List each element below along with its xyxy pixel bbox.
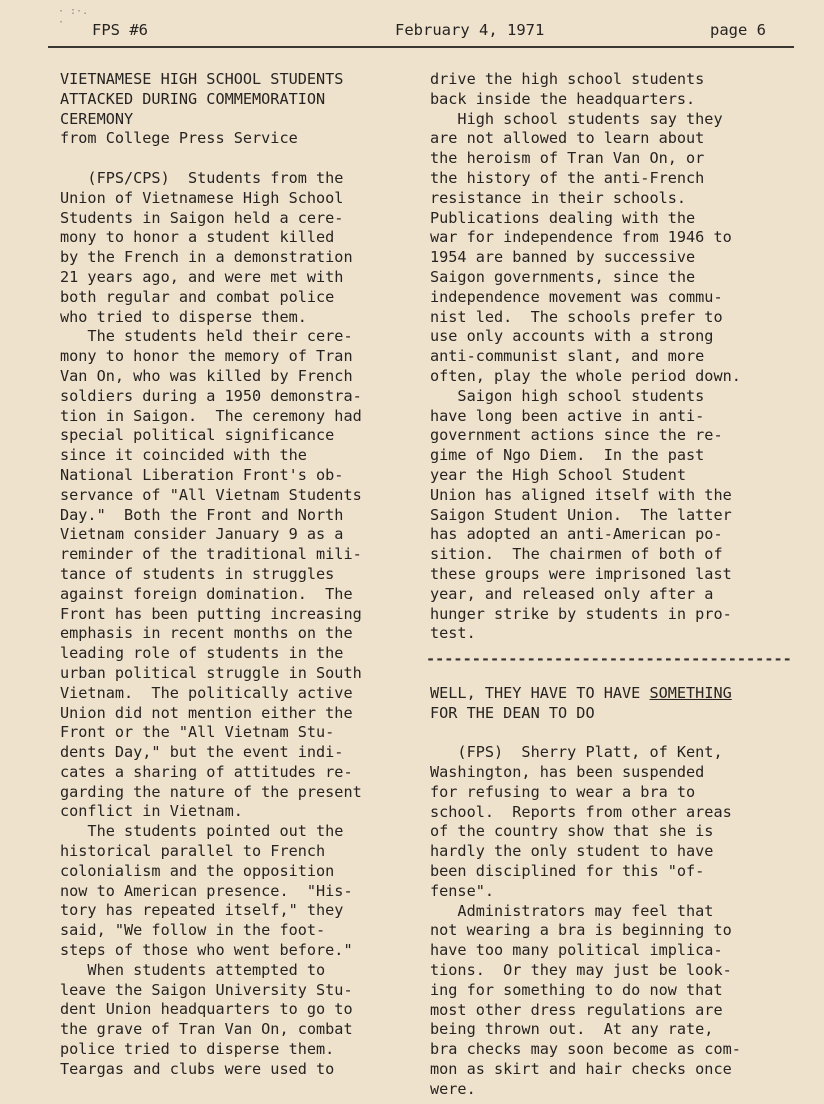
text-line: for refusing to wear a bra to xyxy=(430,782,696,801)
text-line: test. xyxy=(430,624,476,643)
text-line xyxy=(60,149,396,169)
text-line: The students held their cere- xyxy=(60,327,353,346)
article1-body-right xyxy=(430,70,780,644)
text-line: National Liberation Front's ob- xyxy=(60,465,344,484)
text-line: by the French in a demonstration xyxy=(60,248,353,267)
issue-number: FPS #6 xyxy=(92,21,148,39)
text-line: war for independence from 1946 to xyxy=(430,228,732,247)
text-line: drive the high school students xyxy=(430,70,705,88)
text-line: reminder of the traditional mili- xyxy=(60,545,362,564)
text-line: year the High School Student xyxy=(430,465,687,484)
text-line: mon as skirt and hair checks once xyxy=(430,1060,732,1079)
article1-body-left xyxy=(60,149,396,1079)
text-line: against foreign domination. The xyxy=(60,584,353,603)
text-line: soldiers during a 1950 demonstra- xyxy=(60,386,362,405)
text-line: gime of Ngo Diem. In the past xyxy=(430,446,705,465)
text-line: ing for something to do now that xyxy=(430,980,723,999)
headline-underlined-word: SOMETHING xyxy=(649,683,732,702)
text-line: are not allowed to learn about xyxy=(430,129,705,148)
text-line: have too many political implica- xyxy=(430,941,723,960)
text-line: nist led. The schools prefer to xyxy=(430,307,723,326)
text-line: 21 years ago, and were met with xyxy=(60,267,344,286)
text-line: The students pointed out the xyxy=(60,822,344,841)
section-divider: ---------------------------------------- xyxy=(426,650,792,669)
text-line: independence movement was commu- xyxy=(430,287,723,306)
text-line: anti-communist slant, and more xyxy=(430,347,705,366)
issue-date: February 4, 1971 xyxy=(395,21,545,39)
text-line: Front has been putting increasing xyxy=(60,604,362,623)
text-line: Vietnam consider January 9 as a xyxy=(60,525,344,544)
text-line: Saigon Student Union. The latter xyxy=(430,505,732,524)
text-line: historical parallel to French xyxy=(60,842,326,861)
text-line: Day." Both the Front and North xyxy=(60,505,344,524)
text-line: hardly the only student to have xyxy=(430,842,714,861)
text-line: tion in Saigon. The ceremony had xyxy=(60,406,362,425)
text-line: bra checks may soon become as com- xyxy=(430,1040,741,1059)
text-line: the history of the anti-French xyxy=(430,168,705,187)
text-line: back inside the headquarters. xyxy=(430,89,696,108)
headline-text: WELL, THEY HAVE TO HAVE xyxy=(430,683,650,702)
text-line: sition. The chairmen of both of xyxy=(430,545,723,564)
text-line: Vietnam. The politically active xyxy=(60,683,353,702)
text-line: school. Reports from other areas xyxy=(430,802,732,821)
text-line: being thrown out. At any rate, xyxy=(430,1020,714,1039)
text-line: Saigon high school students xyxy=(430,386,705,405)
text-line: High school students say they xyxy=(430,109,723,128)
headline-line: FOR THE DEAN TO DO xyxy=(430,703,595,722)
left-column xyxy=(60,70,396,1080)
text-line: police tried to disperse them. xyxy=(60,1040,335,1059)
text-line: year, and released only after a xyxy=(430,584,714,603)
text-line: the heroism of Tran Van On, or xyxy=(430,149,705,168)
text-line: tance of students in struggles xyxy=(60,564,335,583)
text-line: resistance in their schools. xyxy=(430,188,687,207)
text-line: leave the Saigon University Stu- xyxy=(60,980,353,999)
headline-line: VIETNAMESE HIGH SCHOOL STUDENTS xyxy=(60,70,344,88)
header-rule xyxy=(48,46,794,48)
text-line: Union has aligned itself with the xyxy=(430,485,732,504)
text-line: hunger strike by students in pro- xyxy=(430,604,732,623)
page-number: page 6 xyxy=(710,21,766,39)
text-line: mony to honor the memory of Tran xyxy=(60,347,353,366)
text-line: (FPS) Sherry Platt, of Kent, xyxy=(430,743,723,762)
text-line: Union of Vietnamese High School xyxy=(60,188,344,207)
headline-line: CEREMONY xyxy=(60,109,134,128)
text-line xyxy=(430,724,780,744)
text-line: servance of "All Vietnam Students xyxy=(60,485,362,504)
text-line: Washington, has been suspended xyxy=(430,763,705,782)
text-line: When students attempted to xyxy=(60,960,326,979)
text-line: use only accounts with a strong xyxy=(430,327,714,346)
article1-source: from College Press Service xyxy=(60,129,298,148)
text-line: leading role of students in the xyxy=(60,644,344,663)
text-line: Administrators may feel that xyxy=(430,901,714,920)
article1-headline xyxy=(60,70,396,129)
text-line: the grave of Tran Van On, combat xyxy=(60,1020,353,1039)
right-column xyxy=(426,70,792,1100)
text-line: tions. Or they may just be look- xyxy=(430,961,732,980)
text-line: (FPS/CPS) Students from the xyxy=(60,168,344,187)
text-line: steps of those who went before." xyxy=(60,941,353,960)
text-line: cates a sharing of attitudes re- xyxy=(60,762,353,781)
text-line: urban political struggle in South xyxy=(60,663,362,682)
text-line: Van On, who was killed by French xyxy=(60,366,353,385)
text-line: special political significance xyxy=(60,426,335,445)
text-line: of the country show that she is xyxy=(430,822,714,841)
text-line: most other dress regulations are xyxy=(430,1000,723,1019)
headline-line: ATTACKED DURING COMMEMORATION xyxy=(60,89,326,108)
text-line: both regular and combat police xyxy=(60,287,335,306)
text-line: 1954 are banned by successive xyxy=(430,248,696,267)
text-line: Union did not mention either the xyxy=(60,703,353,722)
text-line: often, play the whole period down. xyxy=(430,366,741,385)
text-line: mony to honor a student killed xyxy=(60,228,335,247)
text-line: dents Day," but the event indi- xyxy=(60,743,344,762)
text-line: garding the nature of the present xyxy=(60,782,362,801)
text-line: colonialism and the opposition xyxy=(60,861,335,880)
text-line: since it coincided with the xyxy=(60,446,307,465)
text-line: tory has repeated itself," they xyxy=(60,901,344,920)
text-line: not wearing a bra is beginning to xyxy=(430,921,732,940)
text-line: were. xyxy=(430,1079,476,1098)
text-line: Teargas and clubs were used to xyxy=(60,1059,335,1078)
ink-speckle-decoration: · :·. · xyxy=(58,6,89,28)
text-line: have long been active in anti- xyxy=(430,406,705,425)
text-line: government actions since the re- xyxy=(430,426,723,445)
text-line: Publications dealing with the xyxy=(430,208,696,227)
text-line: said, "We follow in the foot- xyxy=(60,921,326,940)
text-line: conflict in Vietnam. xyxy=(60,802,243,821)
text-line: Saigon governments, since the xyxy=(430,267,696,286)
article2-body xyxy=(430,724,780,1100)
text-line: dent Union headquarters to go to xyxy=(60,1000,353,1019)
text-line: emphasis in recent months on the xyxy=(60,624,353,643)
text-line: who tried to disperse them. xyxy=(60,307,307,326)
text-line: now to American presence. "His- xyxy=(60,881,353,900)
text-line: these groups were imprisoned last xyxy=(430,564,732,583)
text-line: has adopted an anti-American po- xyxy=(430,525,723,544)
text-line: fense". xyxy=(430,881,495,900)
article2-headline xyxy=(430,684,780,724)
page-header xyxy=(55,21,766,45)
text-line: been disciplined for this "of- xyxy=(430,862,705,881)
text-line: Students in Saigon held a cere- xyxy=(60,208,344,227)
text-line: Front or the "All Vietnam Stu- xyxy=(60,723,335,742)
